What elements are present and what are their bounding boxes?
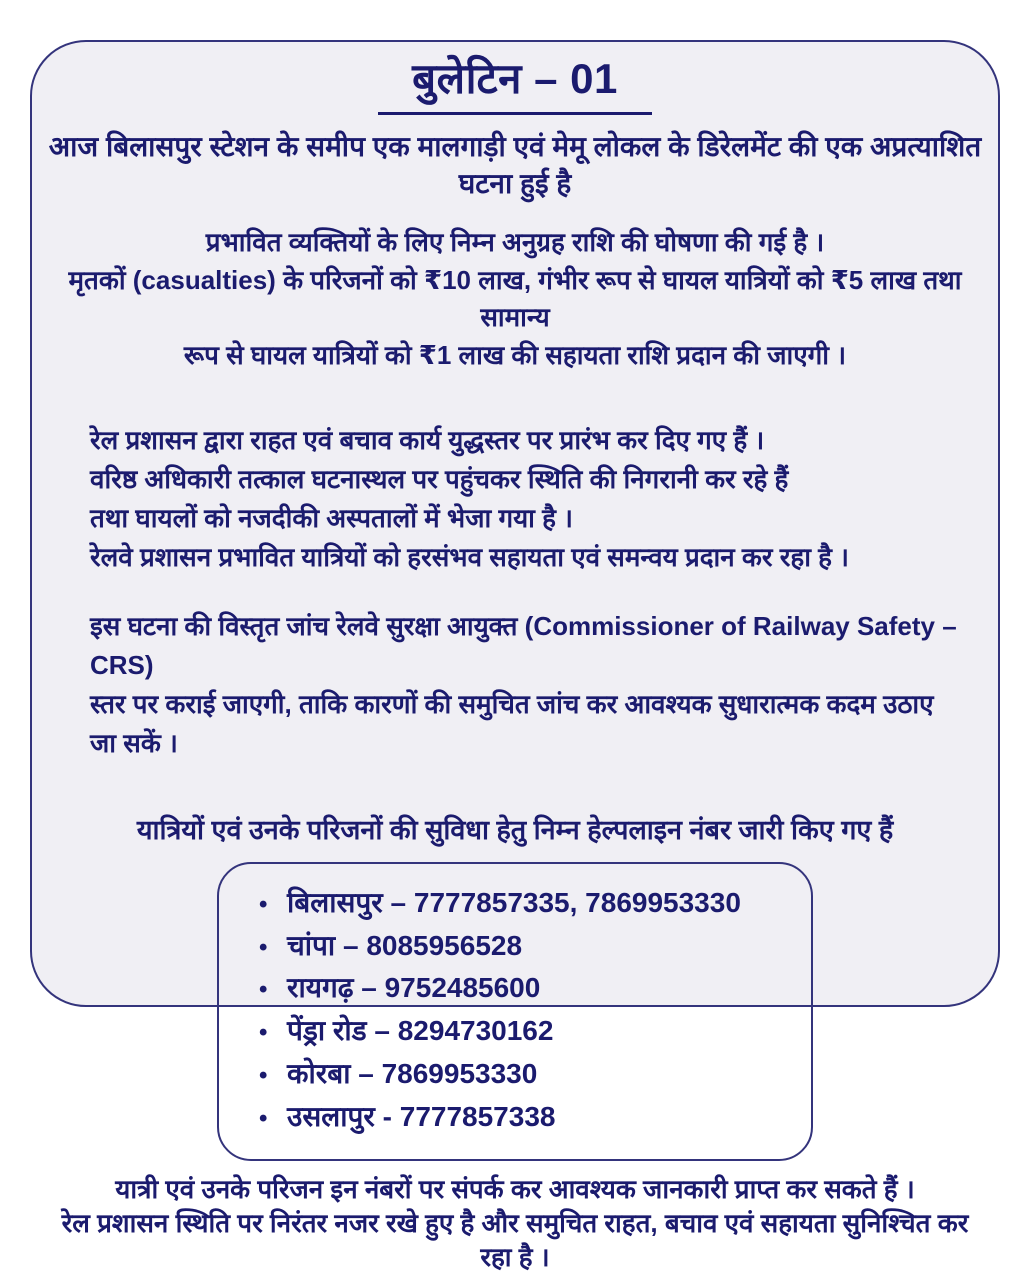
helpline-item-pendra-road xyxy=(259,1011,793,1051)
footer-line-1: यात्री एवं उनके परिजन इन नंबरों पर संपर्क कर आवश्यक जानकारी प्राप्त कर सकते हैं । xyxy=(115,1174,915,1205)
helpline-list xyxy=(259,883,793,1137)
crs-inquiry-paragraph xyxy=(42,607,988,763)
helpline-item-text: उसलापुर - 7777857338 xyxy=(287,1100,556,1132)
compensation-line-2: मृतकों (casualties) के परिजनों को ₹10 लाख, गंभीर रूप से घायल यात्रियों को ₹5 लाख तथा सामान्य xyxy=(68,264,962,333)
footer-paragraph xyxy=(42,1173,988,1274)
helpline-item-text: कोरबा – 7869953330 xyxy=(287,1057,538,1089)
relief-line-1: रेल प्रशासन द्वारा राहत एवं बचाव कार्य युद्धस्तर पर प्रारंभ कर दिए गए हैं । xyxy=(90,424,765,455)
compensation-line-1: प्रभावित व्यक्तियों के लिए निम्न अनुग्रह राशि की घोषणा की गई है । xyxy=(205,226,825,257)
inquiry-line-1: इस घटना की विस्तृत जांच रेलवे सुरक्षा आयुक्त (Commissioner of Railway Safety – CRS) xyxy=(90,610,957,680)
bullet-icon: • xyxy=(259,890,268,918)
helpline-item-text: चांपा – 8085956528 xyxy=(287,929,523,961)
bulletin-title-wrap xyxy=(42,56,988,115)
bulletin-card xyxy=(30,40,1000,1272)
helpline-item-uslapur xyxy=(259,1097,793,1137)
helpline-box xyxy=(217,862,813,1162)
helpline-item-text: रायगढ़ – 9752485600 xyxy=(287,972,541,1004)
helpline-heading: यात्रियों एवं उनके परिजनों की सुविधा हेतु निम्न हेल्पलाइन नंबर जारी किए गए हैं xyxy=(136,814,894,845)
relief-line-2: वरिष्ठ अधिकारी तत्काल घटनास्थल पर पहुंचकर स्थिति की निगरानी कर रहे हैं xyxy=(90,463,789,494)
bullet-icon: • xyxy=(259,1104,268,1132)
bulletin-title: बुलेटिन – 01 xyxy=(378,56,652,115)
helpline-item-raigarh xyxy=(259,968,793,1008)
helpline-item-korba xyxy=(259,1054,793,1094)
footer-line-2: रेल प्रशासन स्थिति पर निरंतर नजर रखे हुए है और समुचित राहत, बचाव एवं सहायता सुनिश्चित कर रहा है । xyxy=(61,1208,969,1272)
incident-summary-line: आज बिलासपुर स्टेशन के समीप एक मालगाड़ी एवं मेमू लोकल के डिरेलमेंट की एक अप्रत्याशित घटना हुई है xyxy=(48,131,982,199)
relief-line-4: रेलवे प्रशासन प्रभावित यात्रियों को हरसंभव सहायता एवं समन्वय प्रदान कर रहा है । xyxy=(90,541,850,572)
helpline-item-bilaspur xyxy=(259,883,793,923)
bullet-icon: • xyxy=(259,976,268,1004)
relief-line-3: तथा घायलों को नजदीकी अस्पतालों में भेजा गया है । xyxy=(90,502,574,533)
bullet-icon: • xyxy=(259,1061,268,1089)
helpline-item-champa xyxy=(259,926,793,966)
compensation-line-3: रूप से घायल यात्रियों को ₹1 लाख की सहायता राशि प्रदान की जाएगी । xyxy=(183,340,847,371)
inquiry-line-2: स्तर पर कराई जाएगी, ताकि कारणों की समुचित जांच कर आवश्यक सुधारात्मक कदम उठाए जा सकें । xyxy=(90,688,934,758)
bullet-icon: • xyxy=(259,933,268,961)
compensation-paragraph xyxy=(42,224,988,375)
helpline-item-text: बिलासपुर – 7777857335, 7869953330 xyxy=(287,886,741,918)
bullet-icon: • xyxy=(259,1019,268,1047)
relief-operations-paragraph xyxy=(42,421,988,577)
helpline-item-text: पेंड्रा रोड – 8294730162 xyxy=(287,1015,554,1047)
